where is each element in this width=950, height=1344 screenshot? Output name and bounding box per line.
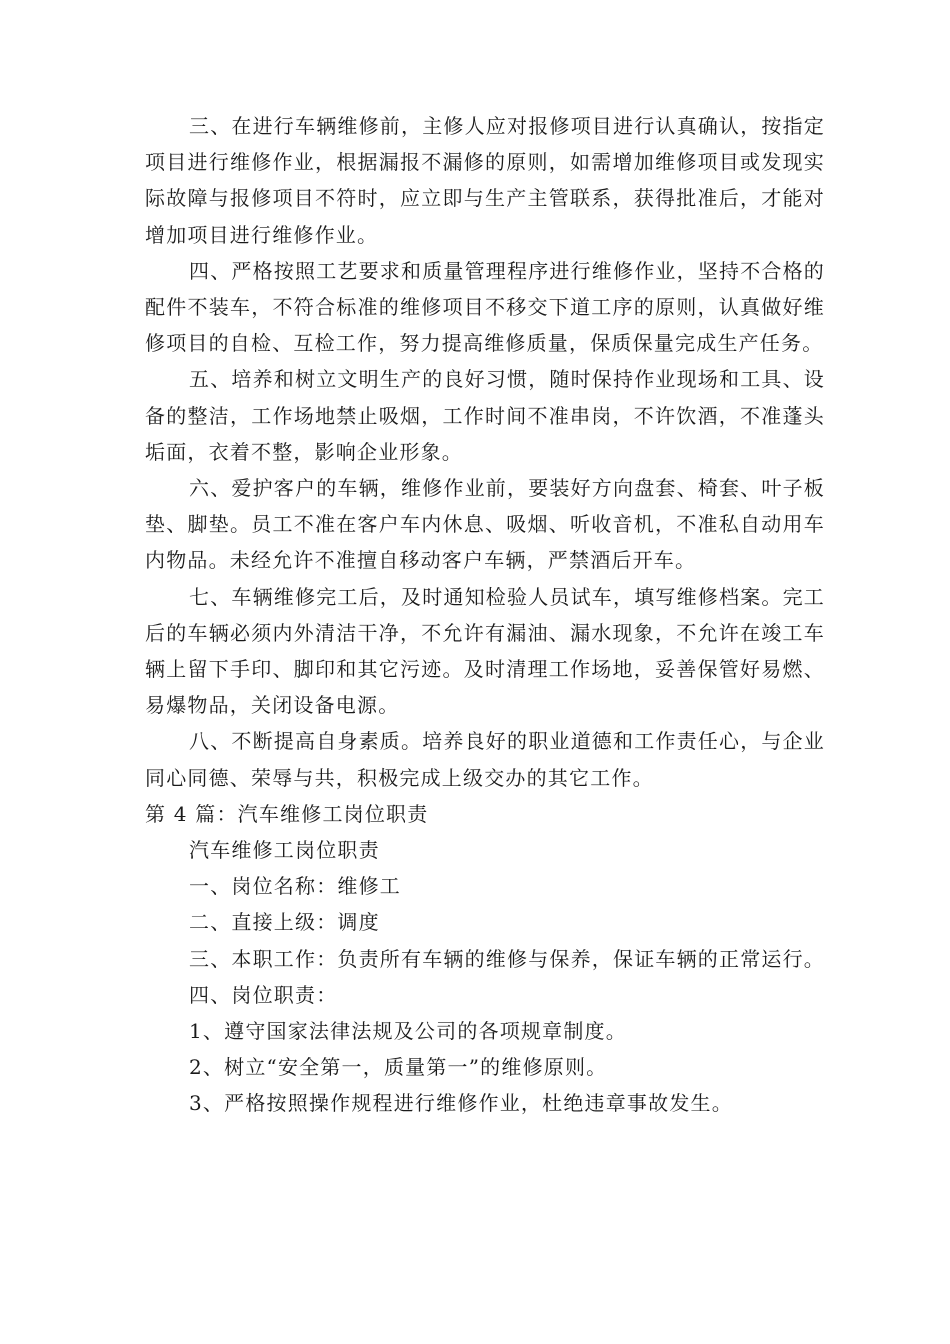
duty-item-1: 1、遵守国家法律法规及公司的各项规章制度。: [189, 1019, 627, 1044]
document-page: [145, 108, 825, 1122]
duties-heading: 四、岗位职责：: [189, 982, 338, 1007]
supervisor-line: 二、直接上级：调度: [189, 910, 380, 935]
section-heading: 第 4 篇：汽车维修工岗位职责: [145, 801, 429, 826]
paragraph-item-4: 四、严格按照工艺要求和质量管理程序进行维修作业，坚持不合格的配件不装车，不符合标准的维修项目不移交下道工序的原则，认真做好维修项目的自检、互检工作，努力提高维修质量，保质保量完成生产任务。: [145, 258, 825, 356]
paragraph-item-3: 三、在进行车辆维修前，主修人应对报修项目进行认真确认，按指定项目进行维修作业，根据漏报不漏修的原则，如需增加维修项目或发现实际故障与报修项目不符时，应立即与生产主管联系，获得批准后，才能对增加项目进行维修作业。: [145, 114, 825, 247]
main-work-line: 三、本职工作：负责所有车辆的维修与保养，保证车辆的正常运行。: [189, 946, 825, 971]
paragraph-item-7: 七、车辆维修完工后，及时通知检验人员试车，填写维修档案。完工后的车辆必须内外清洁干净，不允许有漏油、漏水现象，不允许在竣工车辆上留下手印、脚印和其它污迹。及时清理工作场地，妥善保管好易燃、易爆物品，关闭设备电源。: [145, 584, 825, 718]
paragraph-item-5: 五、培养和树立文明生产的良好习惯，随时保持作业现场和工具、设备的整洁，工作场地禁止吸烟，工作时间不准串岗，不许饮酒，不准蓬头垢面，衣着不整，影响企业形象。: [145, 367, 825, 464]
duty-item-2: 2、树立“安全第一，质量第一”的维修原则。: [189, 1055, 608, 1080]
paragraph-item-8: 八、不断提高自身素质。培养良好的职业道德和工作责任心，与企业同心同德、荣辱与共，积极完成上级交办的其它工作。: [145, 729, 825, 790]
paragraph-item-6: 六、爱护客户的车辆，维修作业前，要装好方向盘套、椅套、叶子板垫、脚垫。员工不准在客户车内休息、吸烟、听收音机，不准私自动用车内物品。未经允许不准擅自移动客户车辆，严禁酒后开车。: [145, 476, 825, 573]
section-title: 汽车维修工岗位职责: [189, 838, 380, 863]
job-name-line: 一、岗位名称：维修工: [189, 874, 401, 899]
duty-item-3: 3、严格按照操作规程进行维修作业，杜绝违章事故发生。: [189, 1091, 733, 1116]
